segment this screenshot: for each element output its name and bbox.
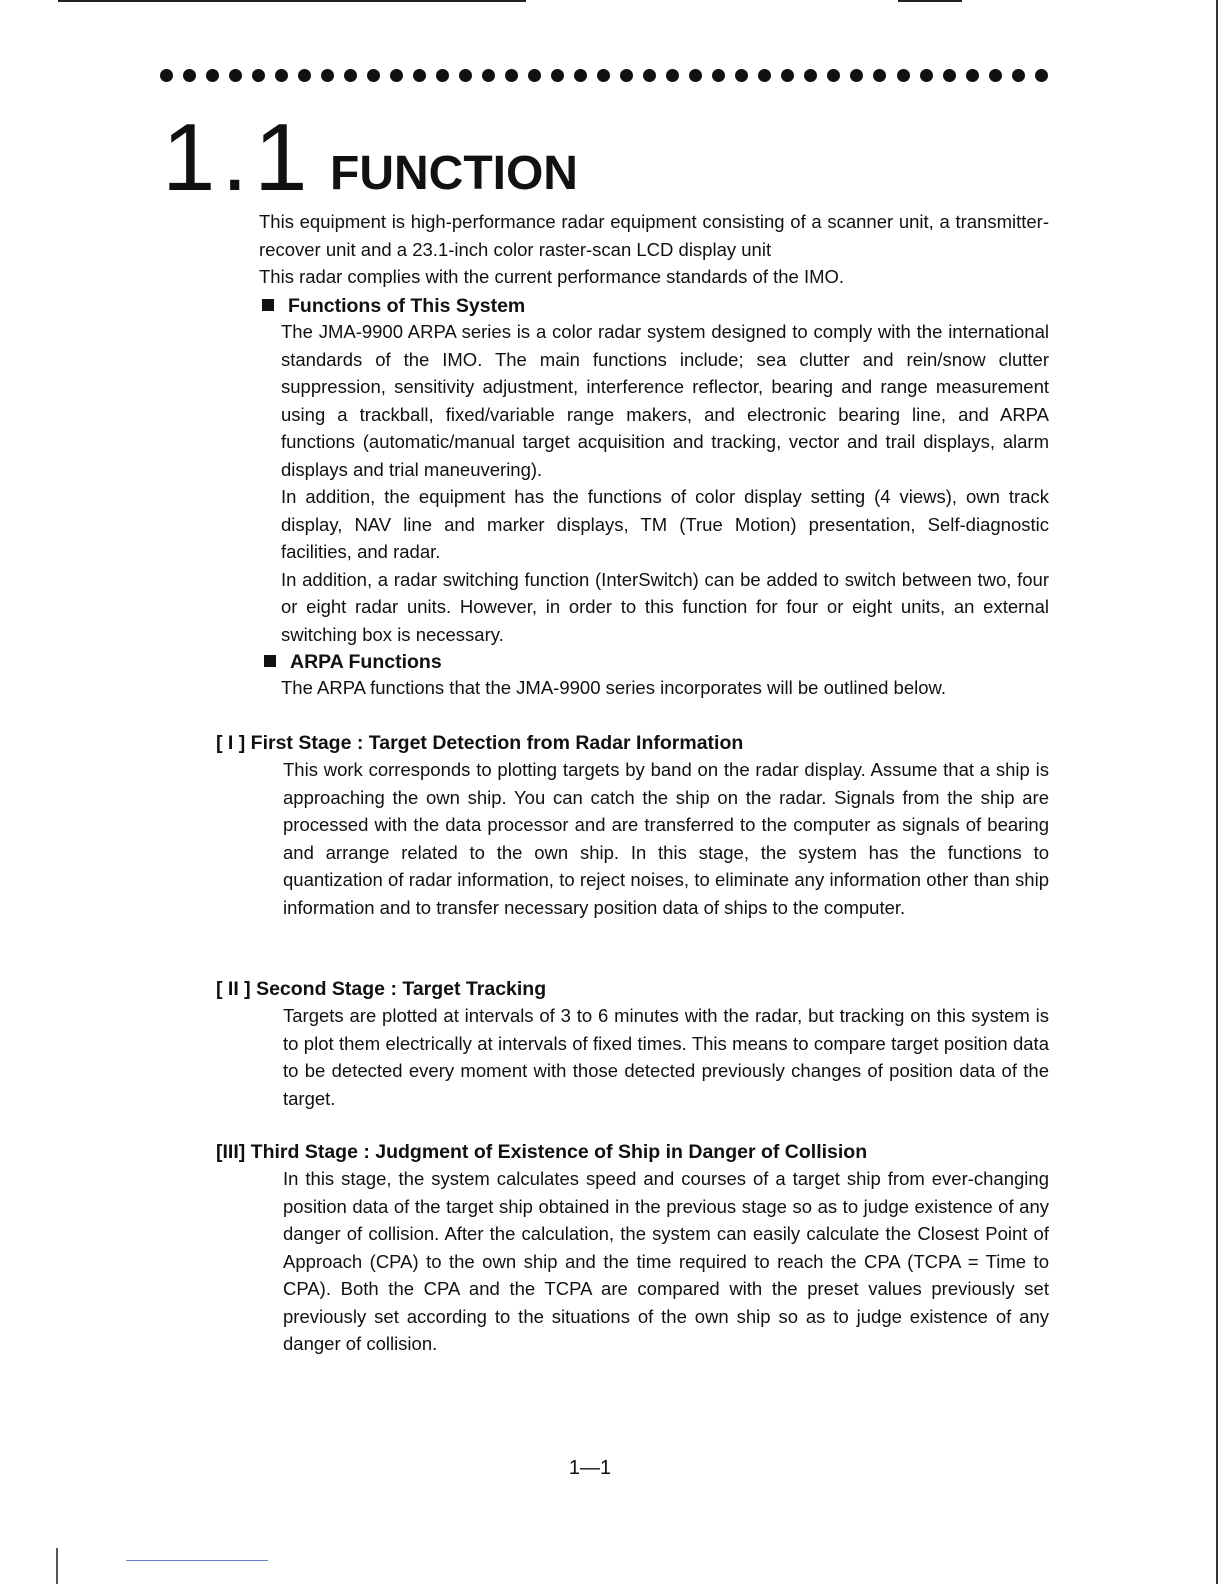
functions-paragraph: In addition, a radar switching function (InterSwitch) can be added to switch between two, four or eight radar units. However, in order to this function for four or eight units, an external switching box is necessary. (281, 568, 1049, 645)
square-bullet-icon (262, 299, 274, 311)
intro-paragraph: This radar complies with the current performance standards of the IMO. (259, 266, 845, 287)
arpa-functions-body: The ARPA functions that the JMA-9900 series incorporates will be outlined below. (281, 677, 946, 698)
stage-3-text: In this stage, the system calculates speed and courses of a target ship from ever-changing position data of the target ship obtained in the previous stage so as to judge existence of any danger of collision. After the calculation, the system can easily calculate the Closest Point of Approach (CPA) to the own ship and the time required to reach the CPA (TCPA = Time to CPA). Both the CPA and the TCPA are compared with the preset values previously set previously set according to the situations of the own ship so as to judge existence of any danger of collision. (283, 1168, 1049, 1354)
stage-1-text: This work corresponds to plotting targets by band on the radar display. Assume that a ship is approaching the own ship. You can catch the ship on the radar. Signals from the ship are processed with the data processor and are transferred to the computer as signals of bearing and arrange related to the own ship. In this stage, the system has the functions to quantization of radar information, to reject noises, to eliminate any information other than ship information and to transfer necessary position data of ships to the computer. (283, 759, 1049, 918)
rule-dot (666, 69, 679, 82)
rule-dot (160, 69, 173, 82)
rule-dot (390, 69, 403, 82)
rule-dot (597, 69, 610, 82)
stage-2-title: [ II ] Second Stage : Target Tracking (216, 978, 547, 1000)
rule-dot (505, 69, 518, 82)
rule-dot (712, 69, 725, 82)
rule-dot (321, 69, 334, 82)
rule-dot (367, 69, 380, 82)
rule-dot (781, 69, 794, 82)
page-number: 1—1 (568, 1457, 612, 1479)
rule-dot (183, 69, 196, 82)
scan-edge-top (58, 0, 526, 2)
rule-dot (989, 69, 1002, 82)
scan-edge-top-right (898, 0, 962, 2)
rule-dot (966, 69, 979, 82)
rule-dot (850, 69, 863, 82)
rule-dot (229, 69, 242, 82)
functions-system-body (281, 318, 1049, 648)
square-bullet-icon (264, 655, 276, 667)
section-title: FUNCTION (330, 147, 578, 200)
rule-dot (620, 69, 633, 82)
functions-system-title: Functions of This System (288, 295, 526, 317)
rule-dot (897, 69, 910, 82)
intro-text (259, 208, 1049, 291)
dot-rule (160, 66, 1048, 84)
rule-dot (252, 69, 265, 82)
rule-dot (643, 69, 656, 82)
rule-dot (873, 69, 886, 82)
scan-edge-bottom (126, 1560, 268, 1561)
rule-dot (1035, 69, 1048, 82)
rule-dot (551, 69, 564, 82)
rule-dot (920, 69, 933, 82)
rule-dot (459, 69, 472, 82)
arpa-functions-heading (264, 648, 442, 676)
rule-dot (206, 69, 219, 82)
functions-system-heading (262, 292, 525, 320)
rule-dot (436, 69, 449, 82)
rule-dot (804, 69, 817, 82)
rule-dot (298, 69, 311, 82)
rule-dot (413, 69, 426, 82)
rule-dot (943, 69, 956, 82)
rule-dot (344, 69, 357, 82)
stage-2-text: Targets are plotted at intervals of 3 to 6 minutes with the radar, but tracking on this system is to plot them electrically at intervals of fixed times. This means to compare target position data to be detected every moment with those detected previously changes of position data of the target. (283, 1005, 1049, 1109)
rule-dot (735, 69, 748, 82)
scan-edge-left (56, 1548, 58, 1584)
intro-paragraph: This equipment is high-performance radar equipment consisting of a scanner unit, a transmitter-recover unit and a 23.1-inch color raster-scan LCD display unit (259, 211, 1049, 260)
functions-paragraph: In addition, the equipment has the functions of color display setting (4 views), own track display, NAV line and marker displays, TM (True Motion) presentation, Self-diagnostic facilities, and radar. (281, 486, 1049, 562)
rule-dot (482, 69, 495, 82)
stage-1-title: [ I ] First Stage : Target Detection from Radar Information (216, 732, 744, 754)
rule-dot (574, 69, 587, 82)
rule-dot (275, 69, 288, 82)
rule-dot (528, 69, 541, 82)
rule-dot (758, 69, 771, 82)
scan-edge-right (1216, 0, 1218, 1584)
functions-paragraph: The JMA-9900 ARPA series is a color radar system designed to comply with the international standards of the IMO. The main functions include; sea clutter and rein/snow clutter suppression, sensitivity adjustment, interference reflector, bearing and range measurement using a trackball, fixed/variable range makers, and electronic bearing line, and ARPA functions (automatic/manual target acquisition and tracking, vector and trail displays, alarm displays and trial maneuvering). (281, 321, 1049, 480)
arpa-functions-title: ARPA Functions (290, 651, 442, 673)
rule-dot (827, 69, 840, 82)
rule-dot (689, 69, 702, 82)
rule-dot (1012, 69, 1025, 82)
stage-3-title: [III] Third Stage : Judgment of Existence of Ship in Danger of Collision (216, 1141, 868, 1163)
section-number: 1.1 (162, 104, 314, 211)
